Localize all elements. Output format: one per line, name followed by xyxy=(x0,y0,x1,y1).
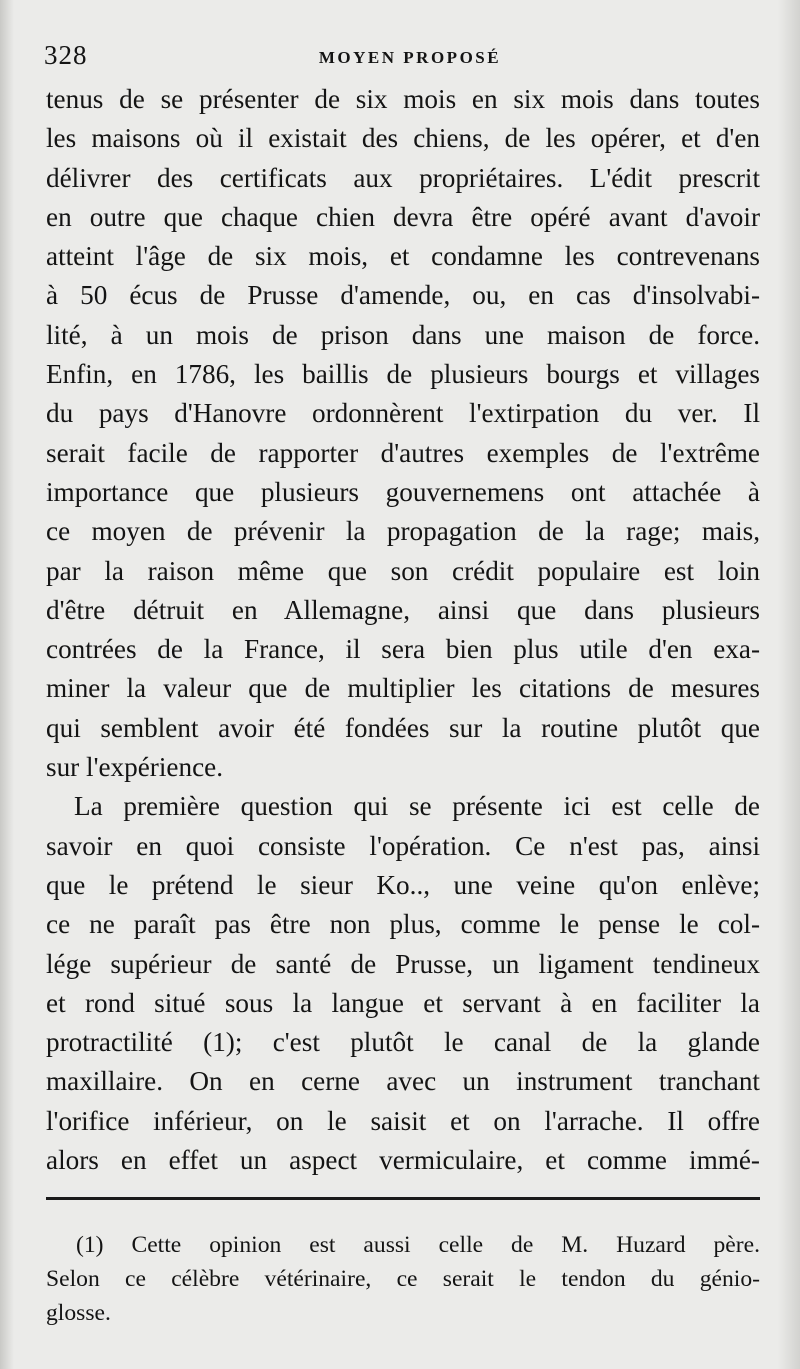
footnote-line: (1) Cette opinion est aussi celle de M. Huzard père. xyxy=(76,1232,760,1258)
text-line: en outre que chaque chien devra être opéré avant d'avoir xyxy=(46,201,760,232)
page-header xyxy=(44,38,760,82)
text-line: qui semblent avoir été fondées sur la routine plutôt que xyxy=(46,712,760,743)
body-text xyxy=(46,80,760,1180)
text-line: du pays d'Hanovre ordonnèrent l'extirpation du ver. Il xyxy=(46,398,760,429)
text-line: l'orifice inférieur, on le saisit et on l'arrache. Il offre xyxy=(46,1105,760,1136)
text-line: ce moyen de prévenir la propagation de la rage; mais, xyxy=(46,516,760,547)
footnote-line: glosse. xyxy=(46,1300,111,1326)
text-line: par la raison même que son crédit populaire est loin xyxy=(46,555,760,586)
text-line: Enfin, en 1786, les baillis de plusieurs bourgs et villages xyxy=(46,359,760,390)
text-line: lité, à un mois de prison dans une maison de force. xyxy=(46,319,760,350)
text-line: protractilité (1); c'est plutôt le canal de la glande xyxy=(46,1027,760,1058)
page-number: 328 xyxy=(44,40,88,70)
footnote-line: Selon ce célèbre vétérinaire, ce serait le tendon du génio- xyxy=(46,1266,760,1292)
text-line: sur l'expérience. xyxy=(46,752,223,783)
text-line: et rond situé sous la langue et servant à en faciliter la xyxy=(46,987,760,1018)
text-line: miner la valeur que de multiplier les citations de mesures xyxy=(46,673,760,704)
text-line: à 50 écus de Prusse d'amende, ou, en cas d'insolvabi- xyxy=(46,280,760,311)
text-line: que le prétend le sieur Ko.., une veine qu'on enlève; xyxy=(46,869,760,900)
footnote xyxy=(46,1228,760,1330)
text-line: délivrer des certificats aux propriétaires. L'édit prescrit xyxy=(46,162,760,193)
footnote-divider xyxy=(46,1197,760,1200)
text-line: maxillaire. On en cerne avec un instrument tranchant xyxy=(46,1066,760,1097)
text-line: d'être détruit en Allemagne, ainsi que dans plusieurs xyxy=(46,594,760,625)
text-line: serait facile de rapporter d'autres exemples de l'extrême xyxy=(46,437,760,468)
paragraph-start-line: La première question qui se présente ici est celle de xyxy=(74,791,760,822)
text-line: tenus de se présenter de six mois en six mois dans toutes xyxy=(46,84,760,114)
text-line: atteint l'âge de six mois, et condamne les contrevenans xyxy=(46,241,760,272)
text-line: les maisons où il existait des chiens, de les opérer, et d'en xyxy=(46,123,760,154)
text-line: ce ne paraît pas être non plus, comme le pense le col- xyxy=(46,909,760,940)
text-line: savoir en quoi consiste l'opération. Ce n'est pas, ainsi xyxy=(46,830,760,861)
text-line: contrées de la France, il sera bien plus utile d'en exa- xyxy=(46,634,760,665)
text-line: importance que plusieurs gouvernemens ont attachée à xyxy=(46,476,760,507)
running-head: MOYEN PROPOSÉ xyxy=(318,48,502,67)
text-line: lége supérieur de santé de Prusse, un ligament tendineux xyxy=(46,948,760,979)
text-line: alors en effet un aspect vermiculaire, et comme immé- xyxy=(46,1145,760,1176)
